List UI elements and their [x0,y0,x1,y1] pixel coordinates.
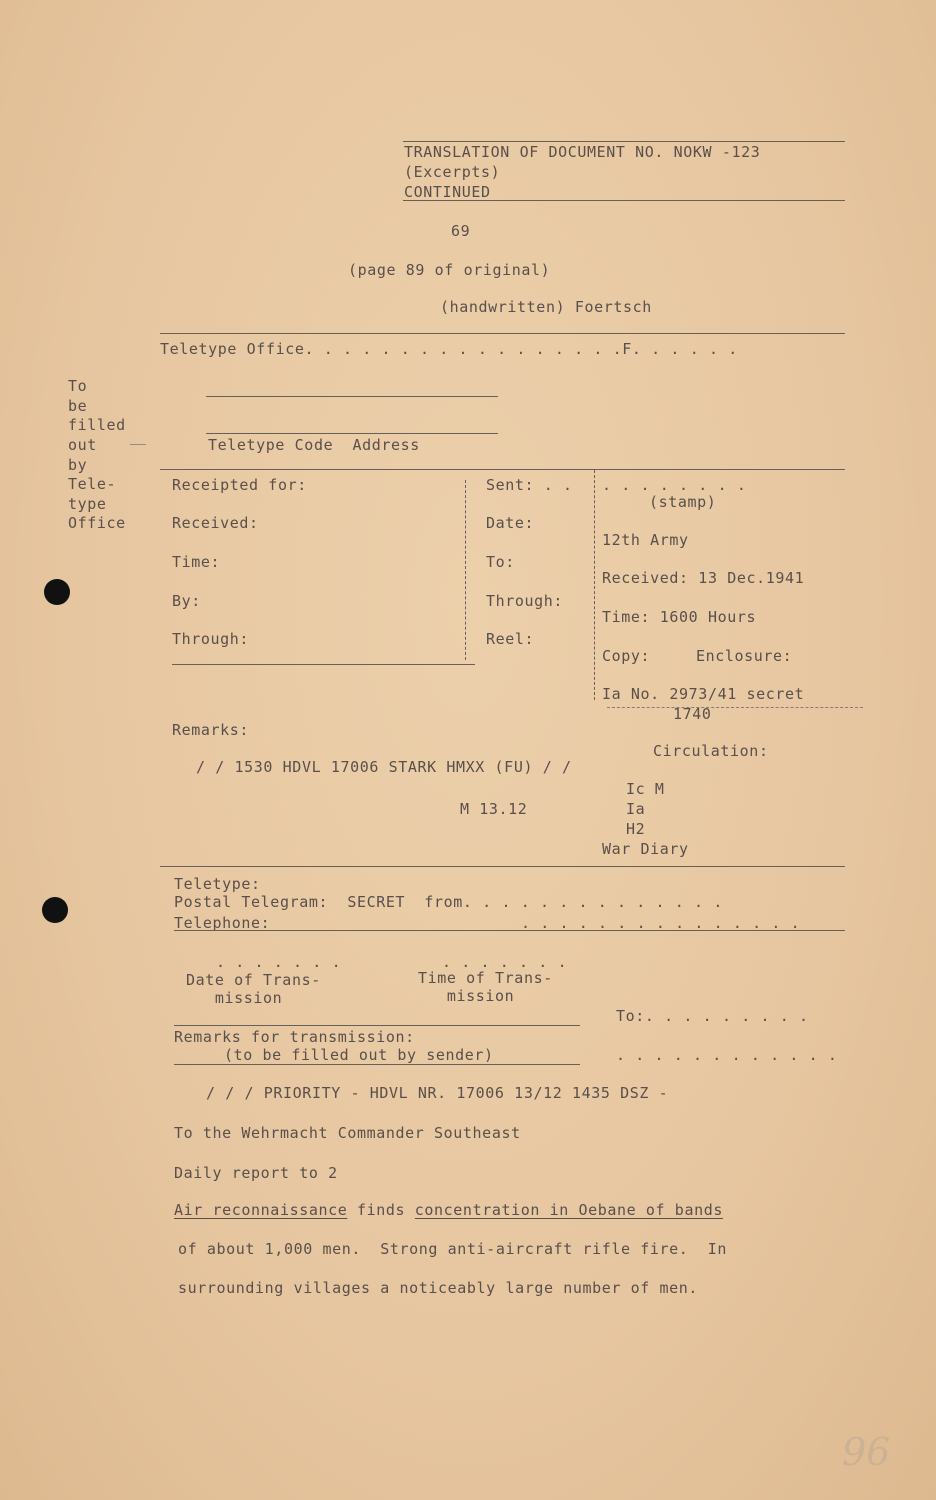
binder-hole-top [44,579,70,605]
side-note-1: To [68,377,88,395]
side-note-4: out [68,436,97,454]
teletype-label: Teletype: [174,875,261,893]
form-box-top-rule [160,469,845,470]
priority-line: / / / PRIORITY - HDVL NR. 17006 13/12 1435 DSZ - [206,1084,669,1102]
telephone-dots: . . . . . . . . . . . . . . . [521,914,801,932]
time-value: Time: 1600 Hours [602,608,757,626]
army-label: 12th Army [602,531,689,549]
reel-label: Reel: [486,630,535,648]
circulation-item-2: Ia [626,800,646,818]
remarks-line: / / 1530 HDVL 17006 STARK HMXX (FU) / / [196,758,572,776]
time-label: Time: [172,553,221,571]
teletype-code-rule [206,433,498,434]
by-label: By: [172,592,201,610]
stamp-dots: . . . . . . . . [602,476,747,494]
document-title: TRANSLATION OF DOCUMENT NO. NOKW -123 [404,143,761,161]
m-date: M 13.12 [460,800,528,818]
side-note-5: by [68,456,88,474]
received-label: Received: [172,514,259,532]
daily-report-line: Daily report to 2 [174,1164,338,1182]
page-of-original: (page 89 of original) [348,261,551,279]
binder-hole-bottom [42,897,68,923]
left-box-bottom-rule [172,664,475,665]
side-note-pointer [130,444,146,445]
transmission-rule [174,1025,580,1026]
address-blank-line [206,396,498,397]
side-note-2: be [68,397,88,415]
circulation-item-3: H2 [626,820,646,838]
page-number: 69 [451,222,471,240]
handwritten-signature-note: (handwritten) Foertsch [440,298,652,316]
receipted-for-label: Receipted for: [172,476,307,494]
ia-number-rule [607,707,863,708]
left-column-divider [465,480,466,660]
header-top-rule [403,141,845,142]
message-line-3: surrounding villages a noticeably large number of men. [178,1279,699,1297]
time-of-transmission-label: Time of Trans- mission [418,969,553,1005]
enclosure-label: Enclosure: [696,647,793,665]
stamp-column-divider [594,470,595,700]
circulation-item-1: Ic M [626,780,665,798]
stamp-label: (stamp) [649,493,717,511]
side-note-8: Office [68,514,126,532]
pencil-page-mark: 96 [842,1430,891,1474]
form-top-rule [160,333,845,334]
header-bottom-rule [403,200,845,201]
message-line-1 [174,1201,723,1219]
side-note-3: filled [68,416,126,434]
to-label: To: [486,553,515,571]
lower-right-dots: . . . . . . . . . . . . [616,1046,838,1064]
side-note-7: type [68,495,107,513]
ia-number: Ia No. 2973/41 secret [602,685,805,703]
telephone-label: Telephone: [174,914,271,932]
copy-label: Copy: [602,647,651,665]
time-dots: . . . . . . . [442,953,568,971]
teletype-code-address-label: Teletype Code Address [208,436,420,454]
concentration-text: concentration in Oebane of bands [414,1201,723,1219]
remarks-bottom-rule [160,866,845,867]
excerpts-label: (Excerpts) [404,163,501,181]
side-note-6: Tele- [68,475,117,493]
through-label: Through: [172,630,250,648]
remarks-for-transmission-label: Remarks for transmission: [174,1028,415,1046]
air-reconnaissance-text: Air reconnaissance [174,1201,348,1219]
date-label: Date: [486,514,535,532]
remarks-label: Remarks: [172,721,250,739]
received-date-value: Received: 13 Dec.1941 [602,569,805,587]
date-dots: . . . . . . . [216,953,342,971]
finds-text: finds [347,1201,415,1219]
sent-label: Sent: . . [486,476,573,494]
message-line-2: of about 1,000 men. Strong anti-aircraft rifle fire. In [178,1240,727,1258]
to-be-filled-rule [174,1064,580,1065]
through-label-2: Through: [486,592,564,610]
date-of-transmission-label: Date of Trans- mission [186,971,321,1007]
telephone-rule [174,930,845,931]
addressee-line: To the Wehrmacht Commander Southeast [174,1124,521,1142]
circulation-label: Circulation: [653,742,769,760]
postal-telegram-line: Postal Telegram: SECRET from. . . . . . . . . . . . . . [174,893,723,911]
circulation-item-4: War Diary [602,840,689,858]
teletype-office-line: Teletype Office. . . . . . . . . . . . . . . . .F. . . . . . [160,340,738,358]
to-dots-label: To:. . . . . . . . . [616,1007,809,1025]
ia-time: 1740 [673,705,712,723]
continued-label: CONTINUED [404,183,491,201]
to-be-filled-note: (to be filled out by sender) [224,1046,494,1064]
